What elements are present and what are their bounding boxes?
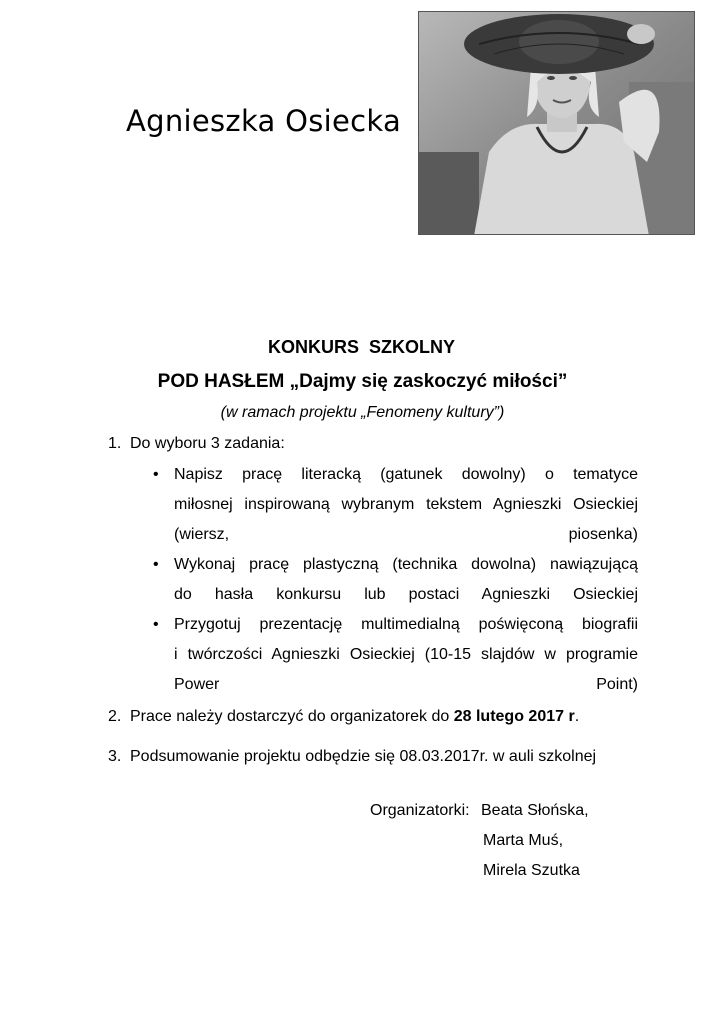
task-3-line: Przygotuj prezentację multimedialną poświęconą biografii <box>174 616 638 633</box>
task-2-line: Wykonaj pracę plastyczną (technika dowolna) nawiązującą <box>174 556 638 573</box>
organizer-name: Beata Słońska, <box>481 802 589 819</box>
task-1-line: Napisz pracę literacką (gatunek dowolny) o tematyce <box>174 466 638 483</box>
portrait-photo <box>418 11 695 235</box>
deadline-date: 28 lutego 2017 r <box>453 708 575 725</box>
task-1 <box>174 460 638 550</box>
list-item-2-text: Prace należy dostarczyć do organizatorek do 28 lutego 2017 r. <box>130 708 580 725</box>
bullet-icon: • <box>153 556 159 573</box>
list-number-3: 3. <box>108 748 122 765</box>
task-3-line: i twórczości Agnieszki Osieckiej (10-15 slajdów w programie <box>174 646 638 663</box>
bullet-icon: • <box>153 616 159 633</box>
task-3-line: Power Point) <box>174 676 638 693</box>
page-header-name: Agnieszka Osiecka <box>126 104 402 138</box>
task-3 <box>174 610 638 700</box>
list-number-2: 2. <box>108 708 122 725</box>
task-1-line: (wiersz, piosenka) <box>174 526 638 543</box>
contest-title: KONKURS SZKOLNY <box>267 337 455 357</box>
organizer-name: Marta Muś, <box>483 832 564 849</box>
organizers-label: Organizatorki: <box>370 802 470 819</box>
list-item-3-text: Podsumowanie projektu odbędzie się 08.03.2017r. w auli szkolnej <box>130 748 597 765</box>
bullet-icon: • <box>153 466 159 483</box>
list-item-1-text: Do wyboru 3 zadania: <box>130 435 285 452</box>
organizer-name: Mirela Szutka <box>483 862 580 879</box>
contest-motto: POD HASŁEM „Dajmy się zaskoczyć miłości” <box>157 371 568 392</box>
portrait-illustration <box>419 12 695 235</box>
task-2 <box>174 550 638 610</box>
task-1-line: miłosnej inspirowaną wybranym tekstem Agnieszki Osieckiej <box>174 496 638 513</box>
list-number-1: 1. <box>108 435 122 452</box>
project-subtitle: (w ramach projektu „Fenomeny kultury”) <box>220 404 505 421</box>
task-2-line: do hasła konkursu lub postaci Agnieszki Osieckiej <box>174 586 638 603</box>
